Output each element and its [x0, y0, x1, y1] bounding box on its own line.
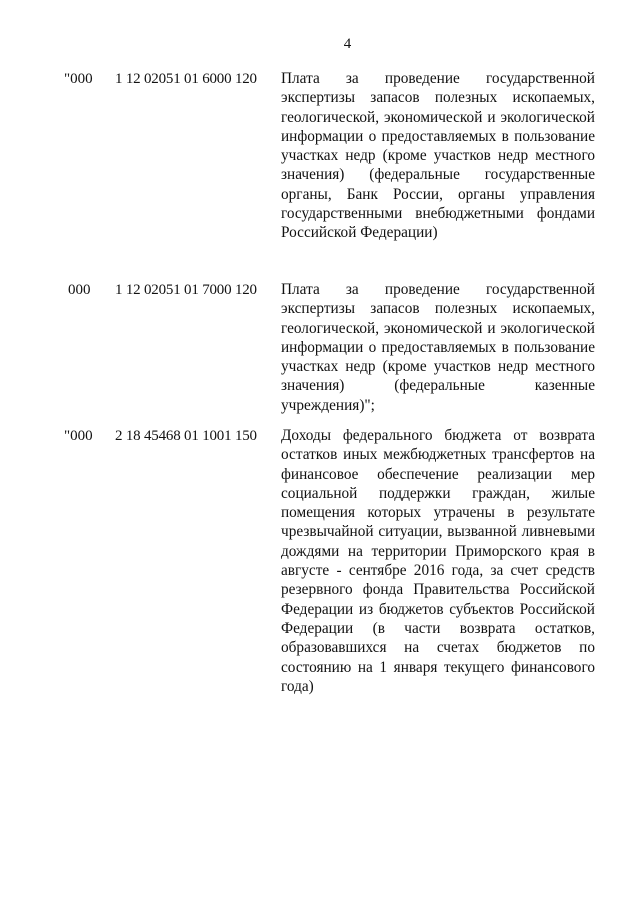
page-number: 4	[343, 36, 352, 52]
admin-code: 000	[68, 282, 91, 298]
kbk-code: 1 12 02051 01 6000 120	[115, 71, 257, 87]
admin-code: "000	[64, 428, 93, 444]
entry-description: Плата за проведение государственной экспертизы запасов полезных ископаемых, геологической, экономической и экологической информации о предоставляемых в пользование участках недр (кроме участков недр местного значения) (федеральные казенные учреждения)";	[281, 281, 595, 414]
entry-description: Плата за проведение государственной экспертизы запасов полезных ископаемых, геологической, экономической и экологической информации о предоставляемых в пользование участках недр (кроме участков недр местного значения) (федеральные государственные органы, Банк России, органы управления государственными внебюджетными фондами Российской Федерации)	[281, 70, 595, 242]
kbk-code: 1 12 02051 01 7000 120	[115, 282, 257, 298]
kbk-code: 2 18 45468 01 1001 150	[115, 428, 257, 444]
entry-description: Доходы федерального бюджета от возврата остатков иных межбюджетных трансфертов на финансовое обеспечение реализации мер социальной поддержки граждан, жилые помещения которых утрачены в результате чрезвычайной ситуации, вызванной ливневыми дождями на территории Приморского края в августе - сентябре 2016 года, за счет средств резервного фонда Правительства Российской Федерации из бюджетов субъектов Российской Федерации (в части возврата остатков, образовавшихся на счетах бюджетов по состоянию на 1 января текущего финансового года)	[281, 427, 595, 695]
admin-code: "000	[64, 71, 93, 87]
